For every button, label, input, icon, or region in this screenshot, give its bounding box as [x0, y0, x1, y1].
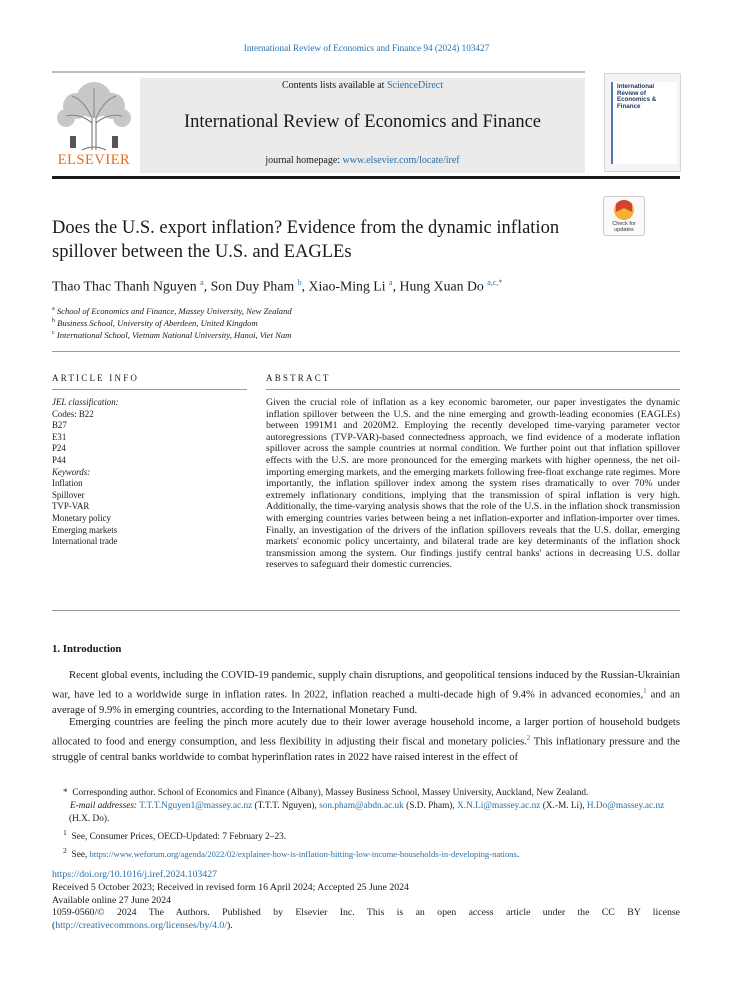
affiliation-mark: b — [52, 318, 55, 325]
keywords-label: Keywords: — [52, 466, 91, 477]
footnote-text: . — [516, 850, 520, 861]
author-name[interactable]: Thao Thac Thanh Nguyen — [52, 278, 197, 294]
abstract-text: Given the crucial role of inflation as a key economic barometer, our paper investigates the dynamic inflation spillover between the U.S. and the nine emerging and growth-leading economies (EAGLEs) between 1991M1 and 2020M2. Employing the recently developed time-varying parameter vector autoregressions (TVP-VAR)-based connectedness approach, we find evidence of a moderate inflation spillover across the sample countries at normal condition. We further point out that inflation spillover effects with the U.S. are more pronounced for the emerging markets with higher openness, the net oil-importing emerging markets, and the emerging markets following free-float exchange rate regimes. More importantly, the inflation spillover index among the system rises dramatically to over 70% under extremely inflationary conditions, implying that the transmission of spiral inflation is very high. Additionally, the time-varying analysis shows that the role of the U.S. in the inflation shock transmission with emerging countries varies between being a net inflation-exporter and inflation-importer over times. Finally, an investigation of the drivers of the inflation spillovers reveals that the U.S. dollar, emerging markets' economic policy uncertainty, and bilateral trade are key determinants of the inflation shock transmission among the system. Our findings justify central banks' actions in decreasing U.S. dollar reserves to safeguard their domestic currencies. — [266, 397, 680, 571]
sciencedirect-link[interactable]: ScienceDirect — [386, 80, 444, 91]
contents-prefix: Contents lists available at — [281, 80, 387, 91]
intro-text: and an average of 9.9% in emerging countries, according to the International Monetary Fund. — [52, 689, 681, 716]
email-label: E-mail addresses: — [69, 801, 138, 811]
journal-cover-thumbnail[interactable] — [604, 73, 681, 172]
keyword: Spillover — [52, 489, 85, 500]
article-info-rule — [52, 389, 247, 390]
author-affil-mark[interactable]: a — [200, 278, 204, 287]
keyword: Emerging markets — [52, 524, 118, 535]
available-online: Available online 27 June 2024 — [52, 894, 171, 906]
contents-line — [140, 80, 585, 91]
email-owner: (X.-M. Li), — [540, 801, 587, 811]
license-link[interactable]: http://creativecommons.org/licenses/by/4.0/ — [55, 920, 228, 932]
abstract-heading: ABSTRACT — [266, 373, 331, 383]
footnote-ref-1[interactable]: 1 — [643, 686, 647, 695]
email-owner: (T.T.T. Nguyen), — [252, 801, 320, 811]
header-rule — [52, 176, 680, 179]
footnote-mark: 1 — [63, 828, 67, 837]
footnote-2 — [52, 844, 680, 862]
email-link[interactable]: X.N.Li@massey.ac.nz — [457, 801, 541, 811]
paper-title: Does the U.S. export inflation? Evidence from the dynamic inflation spillover between the U.S. and EAGLEs — [52, 218, 560, 262]
email-link[interactable]: T.T.T.Nguyen1@massey.ac.nz — [139, 801, 253, 811]
intro-paragraph-1 — [52, 668, 680, 718]
check-for-updates-label: Check for updates — [612, 221, 636, 233]
affiliation-mark: a — [52, 306, 55, 313]
jel-code: B27 — [52, 420, 67, 431]
affiliation-c — [52, 330, 291, 340]
check-for-updates-button[interactable] — [603, 196, 645, 236]
section-heading-introduction: 1. Introduction — [52, 643, 122, 655]
jel-code: P24 — [52, 443, 66, 454]
email-note — [52, 800, 680, 826]
email-link[interactable]: son.pham@abdn.ac.uk — [319, 801, 404, 811]
abstract-rule — [266, 389, 680, 390]
keyword: Monetary policy — [52, 512, 111, 523]
elsevier-wordmark: ELSEVIER — [57, 152, 131, 168]
homepage-prefix: journal homepage: — [265, 155, 343, 166]
email-owner: (S.D. Pham), — [403, 801, 458, 811]
cover-page — [611, 82, 677, 164]
footnote-text: See, — [71, 850, 90, 861]
footnote-text: Corresponding author. School of Economics and Finance (Albany), Massey Business School, Massey University, Auckland, New Zealand. — [72, 788, 589, 798]
abstract-bottom-rule — [52, 610, 680, 611]
affiliation-text: International School, Vietnam National University, Hanoi, Viet Nam — [56, 330, 292, 340]
license-link-line — [52, 920, 680, 933]
intro-text: Emerging countries are feeling the pinch more acutely due to their lower average household income, a larger portion of household budgets allocated to food and energy consumption, and less flexibility in adjusting their fiscal and monetary policies. — [52, 717, 680, 748]
affiliation-text: Business School, University of Aberdeen, United Kingdom — [57, 318, 258, 328]
footnote-text: See, Consumer Prices, OECD-Updated: 7 February 2–23. — [71, 832, 287, 843]
top-rule — [52, 71, 585, 73]
author-affil-mark[interactable]: a — [389, 278, 393, 287]
keyword: TVP-VAR — [52, 501, 90, 512]
section-rule — [52, 351, 680, 352]
footnote-1 — [52, 826, 680, 844]
author-affil-mark[interactable]: b — [297, 278, 302, 287]
keyword: Inflation — [52, 478, 83, 489]
intro-text: Recent global events, including the COVID-19 pandemic, supply chain disruptions, and geopolitical tensions induced by the Russian-Ukrainian war, have led to a worldwide surge in inflation rates. In 2022, inflation reached a multi-decade high of 9.4% in advanced economies, — [52, 670, 680, 701]
footnote-mark: * — [63, 788, 68, 798]
author-name[interactable]: Son Duy Pham — [210, 278, 295, 294]
author-name[interactable]: Hung Xuan Do — [399, 278, 484, 294]
author-list: Thao Thac Thanh Nguyen $^a$, Son Duy Pham $^b$, Xiao-Ming Li $^a$, Hung Xuan Do $^{a,c,*}$ — [52, 278, 503, 294]
email-link[interactable]: H.Do@massey.ac.nz — [586, 801, 665, 811]
email-owner: (H.X. Do). — [69, 814, 110, 824]
article-info-list — [52, 397, 247, 548]
footnotes — [52, 787, 680, 862]
affiliation-text: School of Economics and Finance, Massey University, New Zealand — [56, 306, 292, 316]
footnote-mark: 2 — [63, 846, 67, 856]
jel-label: JEL classification: — [52, 397, 119, 407]
paren: ( — [52, 920, 56, 932]
received-dates: Received 5 October 2023; Received in revised form 16 April 2024; Accepted 25 June 2024 — [52, 881, 409, 893]
journal-title: International Review of Economics and Finance — [183, 112, 542, 132]
article-info-heading: ARTICLE INFO — [52, 373, 140, 383]
jel-code: Codes: B22 — [52, 408, 94, 419]
author-affil-mark[interactable]: a,c,* — [487, 278, 503, 287]
doi-link[interactable]: https://doi.org/10.1016/j.iref.2024.103427 — [52, 869, 218, 880]
affiliation-b — [52, 318, 258, 328]
keyword: International trade — [52, 536, 118, 547]
author-name[interactable]: Xiao-Ming Li — [308, 278, 386, 294]
cover-title: International Review of Economics & Finance — [617, 83, 657, 110]
corresponding-author-note — [52, 787, 680, 800]
publication-info — [52, 869, 680, 933]
jel-code: P44 — [52, 454, 66, 465]
homepage-link[interactable]: www.elsevier.com/locate/iref — [342, 155, 460, 166]
paren: ). — [227, 920, 233, 932]
license-statement: 1059-0560/© 2024 The Authors. Published by Elsevier Inc. This is an open access article under the CC BY license — [52, 907, 680, 919]
intro-text: This inflationary pressure and the struggle of central banks worldwide to combat hyperinflation rates in 2022 have raised interest in the effect of — [52, 736, 680, 763]
footnote-2-link[interactable]: https://www.weforum.org/agenda/2022/02/explainer-how-is-inflation-hitting-low-income-households-in-developing-nations — [89, 849, 517, 860]
journal-reference[interactable]: International Review of Economics and Finance 94 (2024) 103427 — [243, 43, 490, 53]
footnote-ref-2[interactable]: 2 — [526, 733, 531, 742]
jel-code: E31 — [52, 431, 67, 442]
homepage-line — [140, 155, 585, 166]
intro-paragraph-2 — [52, 715, 680, 765]
affiliation-a — [52, 306, 292, 316]
bookmark-icon — [604, 197, 644, 223]
affiliation-mark: c — [52, 330, 55, 337]
